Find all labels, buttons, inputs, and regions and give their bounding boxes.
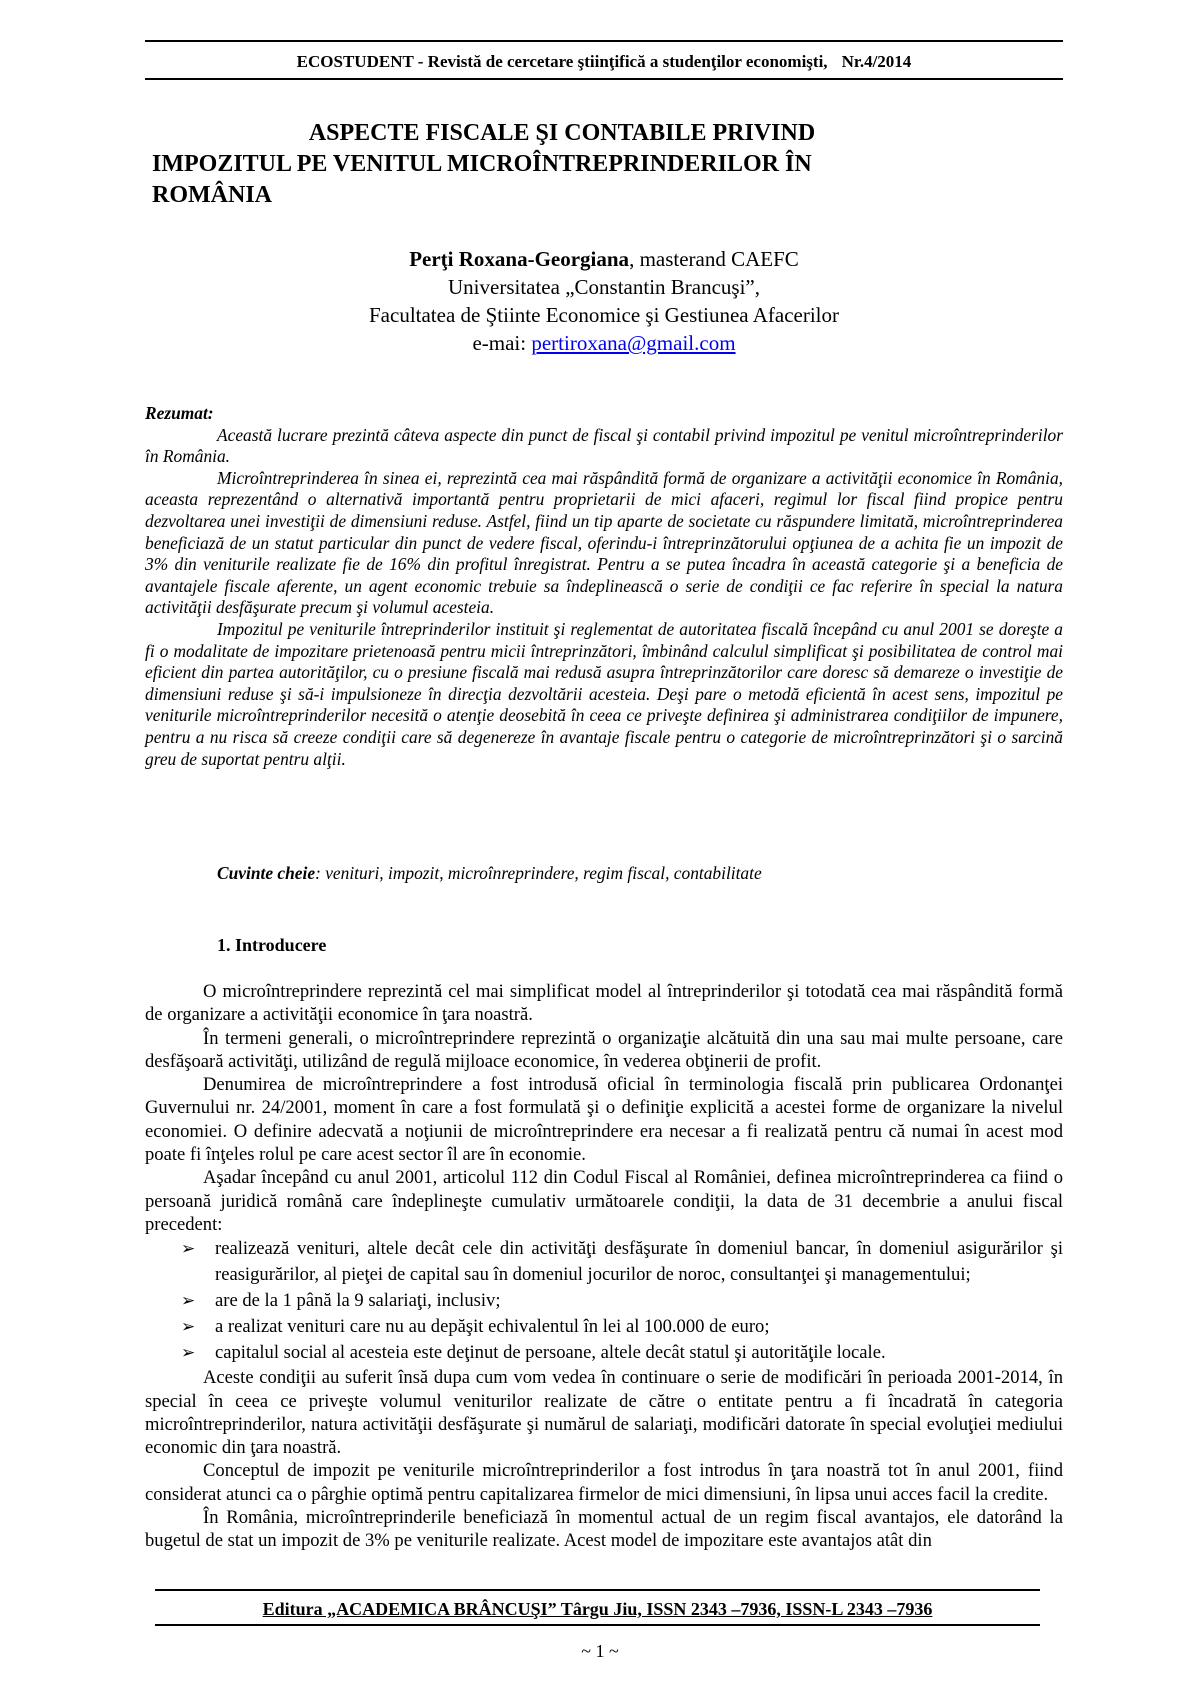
page-number: ~ 1 ~: [581, 1641, 619, 1661]
header-bottom-rule: [145, 78, 1063, 80]
body-paragraph: Conceptul de impozit pe veniturile microîntreprinderilor a fost introdus în ţara noastră tot în anul 2001, fiind considerat atunci ca o pârghie optimă pentru capitalizarea firmelor de mici dimensiuni, în lipsa unui acces facil la credite.: [145, 1460, 1063, 1505]
author-name: Perţi Roxana-Georgiana: [409, 247, 630, 271]
list-item: [145, 1236, 1063, 1288]
section-heading: 1. Introducere: [217, 935, 327, 955]
body-text: [145, 980, 1063, 1553]
author-faculty: Facultatea de Ştiinte Economice şi Gestiunea Afacerilor: [369, 303, 839, 327]
body-paragraph: Denumirea de microîntreprindere a fost introdusă oficial în terminologia fiscală prin publicarea Ordonanţei Guvernului nr. 24/2001, moment în care a fost formulată şi o definiţie explicită a acestei forme de organizare la nivelul economiei. O definire adecvată a noţiunii de microîntreprindere era necesar a fi realizată pentru că numai în acest mod poate fi înţeles rolul pe care acest sector îl are în economie.: [145, 1074, 1063, 1166]
email-link[interactable]: pertiroxana@gmail.com: [531, 331, 736, 355]
paper-title: [152, 118, 972, 211]
body-paragraph: Aceste condiţii au suferit însă dupa cum vom vedea în continuare o serie de modificări în perioada 2001-2014, în special în ceea ce priveşte volumul veniturilor realizate de către o entitate pentru a fi încadrată în categoria microîntreprinderilor, natura activităţii desfăşurate şi numărul de salariaţi, modificări datorate în special evoluţiei mediului economic din ţara noastră.: [145, 1367, 1063, 1459]
journal-name: ECOSTUDENT - Revistă de cercetare ştiinţifică a studenţilor economişti,: [296, 52, 828, 71]
body-paragraph: Aşadar începând cu anul 2001, articolul 112 din Codul Fiscal al României, definea microîntreprinderea ca fiind o persoană juridică română care îndeplineşte cumulativ următoarele condiţii, la data de 31 decembrie a anului fiscal precedent:: [145, 1167, 1063, 1235]
body-paragraph: În România, microîntreprinderile beneficiază în momentul actual de un regim fiscal avantajos, ele datorând la bugetul de stat un impozit de 3% pe veniturile realizate. Acest model de impozitare este avantajos atât din: [145, 1507, 1063, 1552]
publisher-footer: Editura „ACADEMICA BRÂNCUŞI” Târgu Jiu, ISSN 2343 –7936, ISSN-L 2343 –7936: [262, 1599, 933, 1619]
abstract: [145, 403, 1063, 770]
conditions-list: [145, 1236, 1063, 1366]
keywords-label: Cuvinte cheie: [217, 863, 316, 883]
body-paragraph: O microîntreprindere reprezintă cel mai simplificat model al întreprinderilor şi totodată cea mai răspândită formă de organizare a activităţii economice în ţara noastră.: [145, 981, 1063, 1026]
abstract-paragraph: Impozitul pe veniturile întreprinderilor instituit şi reglementat de autoritatea fiscală începând cu anul 2001 se doreşte a fi o modalitate de impozitare prietenoasă pentru micii întreprinzători, îmbinând calculul simplificat şi posibilitatea de control mai eficient din partea autorităţilor, cu o presiune fiscală mai redusă asupra întreprinzătorilor care doresc să demareze o investiţie de dimensiuni reduse şi să-i impulsioneze în direcţia dezvoltării acesteia. Deşi pare o metodă eficientă în acest sens, impozitul pe veniturile microîntreprinderilor necesită o atenţie deosebită în ceea ce priveşte definirea şi administrarea condiţiilor de impunere, pentru a nu risca să creeze condiţii care să degenereze în avantaje fiscale pentru o categorie de microîntreprinzători şi o sarcină greu de suportat pentru alţii.: [145, 618, 1063, 769]
keywords-text: : venituri, impozit, microînreprindere, regim fiscal, contabilitate: [315, 863, 762, 883]
author-block: [145, 245, 1063, 357]
title-line-3: ROMÂNIA: [152, 182, 272, 208]
list-item-text: capitalul social al acesteia este deţinut de persoane, altele decât statul şi autorităţile locale.: [215, 1342, 886, 1364]
list-item-text: a realizat venituri care nu au depăşit echivalentul în lei al 100.000 de euro;: [215, 1316, 770, 1338]
arrow-bullet-icon: ➢: [181, 1239, 196, 1259]
arrow-bullet-icon: ➢: [181, 1343, 196, 1363]
issue-number: Nr.4/2014: [841, 52, 912, 71]
list-item: [145, 1314, 1063, 1340]
header-top-rule: [145, 40, 1063, 42]
email-label: e-mai:: [472, 331, 532, 355]
abstract-label: Rezumat:: [145, 403, 214, 423]
author-role: , masterand CAEFC: [629, 247, 799, 271]
list-item: [145, 1340, 1063, 1366]
abstract-paragraph: Microîntreprinderea în sinea ei, reprezintă cea mai răspândită formă de organizare a activităţii economice în România, aceasta reprezentând o alternativă importantă pentru proprietarii de mici afaceri, regimul lor fiscal fiind propice pentru dezvoltarea unei investiţii de dimensiuni reduse. Astfel, fiind un tip aparte de societate cu răspundere limitată, microîntreprinderea beneficiază de un statut particular din punct de vedere fiscal, oferindu-i întreprinzătorului opţiunea de a achita fie un impozit de 3% din veniturile realizate fie de 16% din profitul înregistrat. Pentru a se putea încadra în această categorie şi a beneficia de avantajele fiscale aferente, un agent economic trebuie sa îndeplinească o serie de condiţii ce fac referire în special la natura activităţii desfăşurate precum şi volumul acesteia.: [145, 467, 1063, 618]
footer-rule: [155, 1589, 1040, 1591]
list-item-text: are de la 1 până la 9 salariaţi, inclusiv;: [215, 1290, 501, 1312]
abstract-paragraph: Această lucrare prezintă câteva aspecte din punct de fiscal şi contabil privind impozitul pe venitul microîntreprinderilor în România.: [145, 424, 1063, 467]
body-paragraph: În termeni generali, o microîntreprindere reprezintă o organizaţie alcătuită din una sau mai multe persoane, care desfăşoară activităţi, utilizând de regulă mijloace economice, în vederea obţinerii de profit.: [145, 1027, 1063, 1072]
arrow-bullet-icon: ➢: [181, 1291, 196, 1311]
arrow-bullet-icon: ➢: [181, 1317, 196, 1337]
title-line-2: IMPOZITUL PE VENITUL MICROÎNTREPRINDERILOR ÎN: [152, 151, 812, 177]
title-line-1: ASPECTE FISCALE ŞI CONTABILE PRIVIND: [308, 120, 816, 146]
keywords: [217, 863, 1063, 884]
running-header: [145, 52, 1063, 72]
footer-bottom-rule: [155, 1624, 1040, 1626]
list-item-text: realizează venituri, altele decât cele din activităţi desfăşurate în domeniul bancar, în domeniul asigurărilor şi reasigurărilor, al pieţei de capital sau în domeniul jocurilor de noroc, consultanţei şi managementului;: [215, 1238, 1063, 1286]
author-university: Universitatea „Constantin Brancuşi”,: [448, 275, 760, 299]
list-item: [145, 1288, 1063, 1314]
